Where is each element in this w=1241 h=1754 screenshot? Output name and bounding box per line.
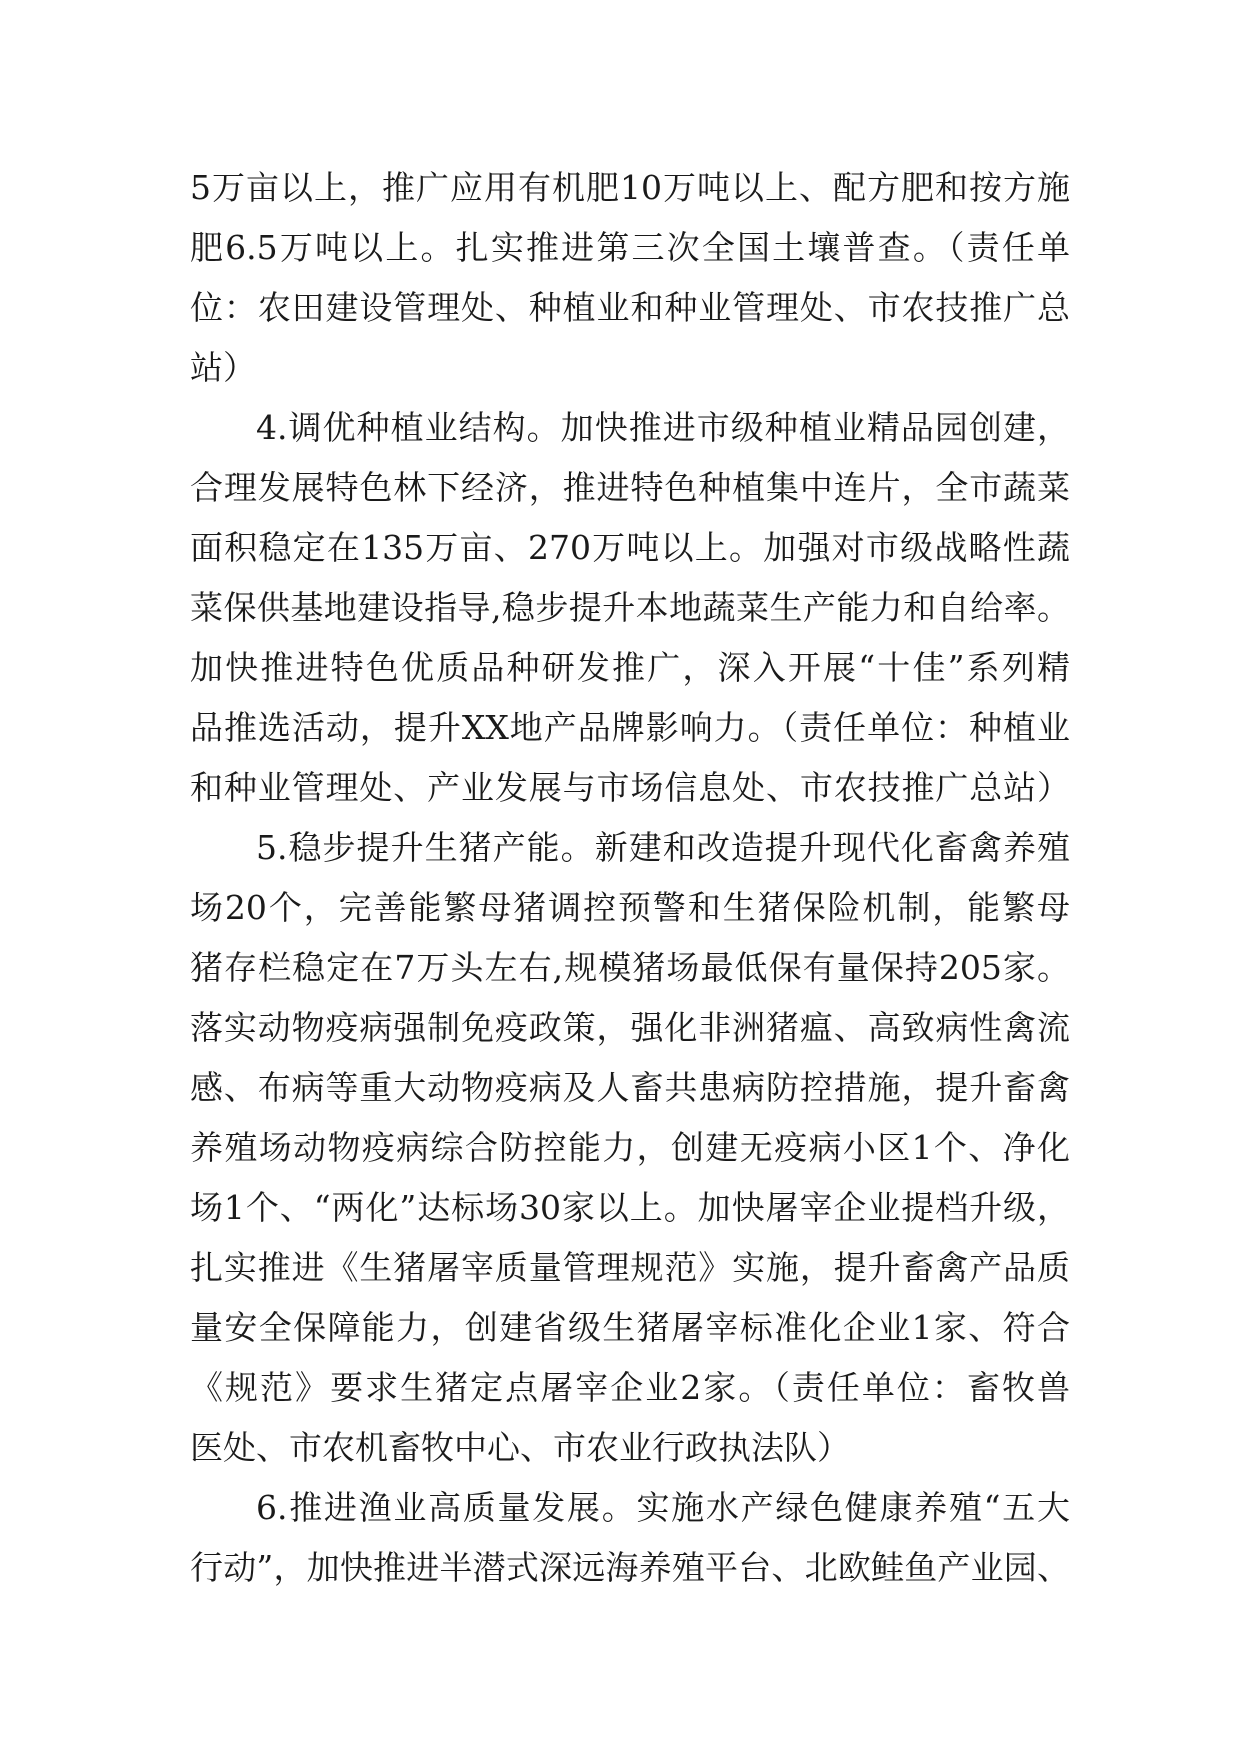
text-line: 菜保供基地建设指导,稳步提升本地蔬菜生产能力和自给率。 [190, 588, 1070, 627]
text-line: 位：农田建设管理处、种植业和种业管理处、市农技推广总 [190, 288, 1070, 327]
text-line: 5.稳步提升生猪产能。新建和改造提升现代化畜禽养殖 [256, 828, 1070, 867]
text-line: 6.推进渔业高质量发展。实施水产绿色健康养殖“五大 [256, 1488, 1070, 1527]
text-line: 和种业管理处、产业发展与市场信息处、市农技推广总站） [190, 768, 1070, 807]
text-line: 《规范》要求生猪定点屠宰企业2家。（责任单位：畜牧兽 [190, 1368, 1070, 1407]
paragraph-3-continued [190, 158, 1070, 398]
text-line: 量安全保障能力，创建省级生猪屠宰标准化企业1家、符合 [190, 1308, 1070, 1347]
text-line: 医处、市农机畜牧中心、市农业行政执法队） [190, 1428, 850, 1467]
paragraph-4 [190, 398, 1070, 818]
text-line: 养殖场动物疫病综合防控能力，创建无疫病小区1个、净化 [190, 1128, 1070, 1167]
text-line: 猪存栏稳定在7万头左右,规模猪场最低保有量保持205家。 [190, 948, 1070, 987]
text-line: 场1个、“两化”达标场30家以上。加快屠宰企业提档升级， [190, 1188, 1070, 1227]
text-line: 品推选活动，提升XX地产品牌影响力。（责任单位：种植业 [190, 708, 1070, 747]
text-line: 5万亩以上，推广应用有机肥10万吨以上、配方肥和按方施 [190, 168, 1070, 207]
text-line: 4.调优种植业结构。加快推进市级种植业精品园创建， [256, 408, 1070, 447]
paragraph-5 [190, 818, 1070, 1478]
text-line: 面积稳定在135万亩、270万吨以上。加强对市级战略性蔬 [190, 528, 1070, 567]
paragraph-6 [190, 1478, 1070, 1598]
document-body [190, 158, 1070, 1598]
text-line: 感、布病等重大动物疫病及人畜共患病防控措施，提升畜禽 [190, 1068, 1070, 1107]
text-line: 落实动物疫病强制免疫政策，强化非洲猪瘟、高致病性禽流 [190, 1008, 1070, 1047]
text-line: 肥6.5万吨以上。扎实推进第三次全国土壤普查。（责任单 [190, 228, 1070, 267]
text-line: 合理发展特色林下经济，推进特色种植集中连片，全市蔬菜 [190, 468, 1070, 507]
text-line: 行动”，加快推进半潜式深远海养殖平台、北欧鲑鱼产业园、 [190, 1548, 1070, 1587]
text-line: 扎实推进《生猪屠宰质量管理规范》实施，提升畜禽产品质 [190, 1248, 1070, 1287]
text-line: 加快推进特色优质品种研发推广，深入开展“十佳”系列精 [190, 648, 1070, 687]
text-line: 站） [190, 348, 256, 387]
text-line: 场20个，完善能繁母猪调控预警和生猪保险机制，能繁母 [190, 888, 1070, 927]
